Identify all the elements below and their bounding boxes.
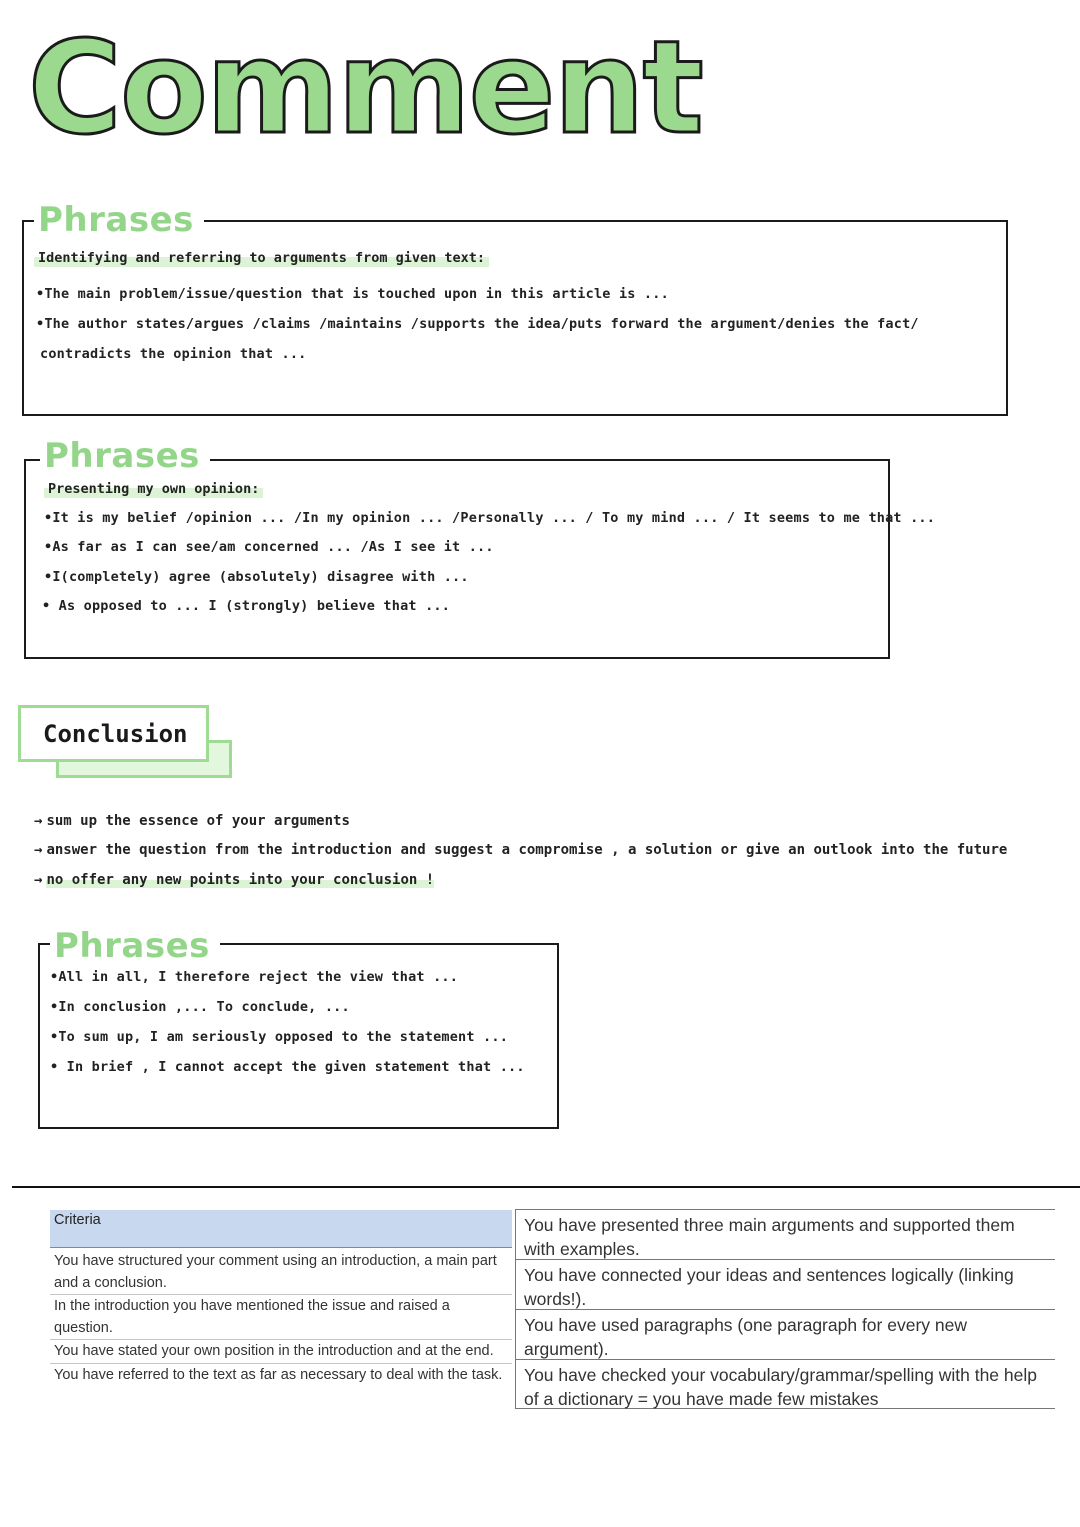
- criteria-row: In the introduction you have mentioned the issue and raised a question.: [50, 1294, 512, 1339]
- criteria-table-right: [515, 1209, 1055, 1409]
- criteria-row: You have referred to the text as far as necessary to deal with the task.: [50, 1363, 512, 1387]
- criteria-row: You have used paragraphs (one paragraph for every new argument).: [516, 1309, 1055, 1359]
- arrow-right-icon: →: [34, 872, 43, 888]
- criteria-row: You have connected your ideas and sentences logically (linking words!).: [516, 1259, 1055, 1309]
- conclusion-point: [34, 813, 350, 829]
- section-heading: Phrases: [40, 436, 210, 476]
- criteria-row: You have structured your comment using an introduction, a main part and a conclusion.: [54, 1253, 497, 1291]
- conclusion-label: Conclusion: [18, 705, 209, 762]
- divider: [12, 1186, 1080, 1188]
- section-heading: Phrases: [34, 200, 204, 240]
- phrase-line: contradicts the opinion that ...: [40, 346, 307, 362]
- phrase-line: • In brief , I cannot accept the given statement that ...: [50, 1059, 525, 1075]
- phrase-line: • As opposed to ... I (strongly) believe that ...: [42, 598, 451, 614]
- section-heading: Phrases: [50, 926, 220, 966]
- phrase-line: •It is my belief /opinion ... /In my opinion ... /Personally ... / To my mind ... / It seems to me that ...: [44, 510, 936, 526]
- criteria-row: You have stated your own position in the introduction and at the end.: [50, 1339, 512, 1363]
- arrow-right-icon: →: [34, 842, 43, 858]
- title-lettering: [22, 10, 702, 163]
- phrase-line: •As far as I can see/am concerned ... /As I see it ...: [44, 539, 494, 555]
- section-subheading: Identifying and referring to arguments from given text:: [34, 249, 489, 267]
- conclusion-point: [34, 842, 1007, 858]
- title-text: Comment: [28, 14, 702, 163]
- criteria-row: You have checked your vocabulary/grammar/spelling with the help of a dictionary = you have made few mistakes: [516, 1359, 1055, 1409]
- phrase-line: •I(completely) agree (absolutely) disagree with ...: [44, 569, 469, 585]
- criteria-table: [50, 1210, 512, 1386]
- conclusion-point-text: no offer any new points into your conclusion !: [46, 872, 435, 888]
- criteria-header: Criteria: [50, 1210, 512, 1248]
- phrase-line: •In conclusion ,... To conclude, ...: [50, 999, 350, 1015]
- arrow-right-icon: →: [34, 813, 43, 829]
- phrase-line: •The main problem/issue/question that is touched upon in this article is ...: [36, 286, 669, 302]
- section-subheading: Presenting my own opinion:: [44, 480, 263, 498]
- criteria-row: You have presented three main arguments and supported them with examples.: [516, 1209, 1055, 1259]
- phrase-line: •All in all, I therefore reject the view that ...: [50, 969, 459, 985]
- conclusion-point-text: answer the question from the introduction and suggest a compromise , a solution or give an outlook into the future: [46, 842, 1008, 858]
- phrase-line: •To sum up, I am seriously opposed to the statement ...: [50, 1029, 509, 1045]
- phrase-line: •The author states/argues /claims /maintains /supports the idea/puts forward the argument/denies the fact/: [36, 316, 919, 332]
- conclusion-point-text: sum up the essence of your arguments: [46, 813, 350, 829]
- conclusion-point: [34, 872, 434, 888]
- page-title: [22, 10, 702, 163]
